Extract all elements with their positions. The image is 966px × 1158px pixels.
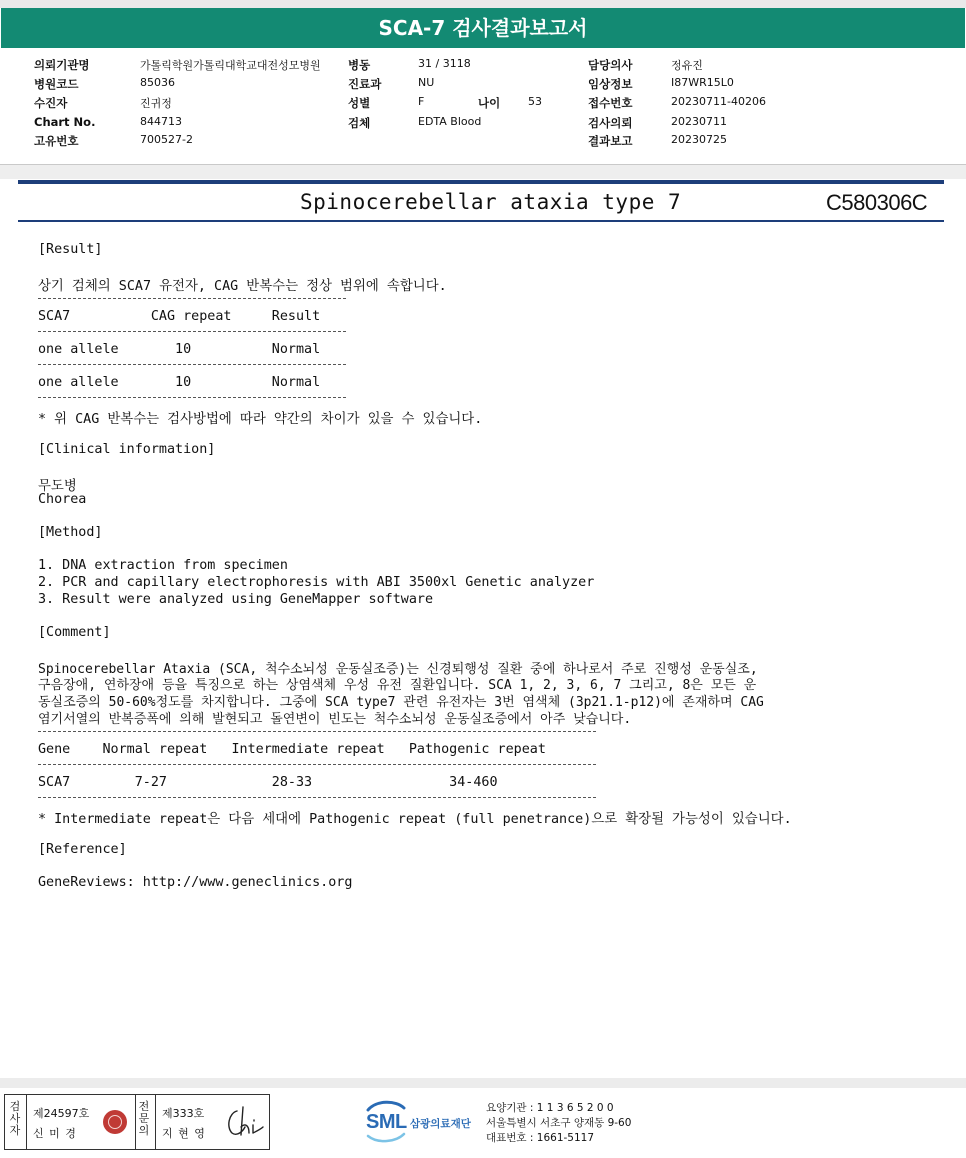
label-ward: 병동 [348, 58, 371, 72]
report-title: SCA-7 검사결과보고서 [1, 8, 965, 48]
label-unique-number: 고유번호 [34, 134, 79, 148]
vertical-char: 자 [9, 1124, 21, 1137]
info-line: 요양기관 : 1 1 3 6 5 2 0 0 [486, 1102, 614, 1114]
divider [38, 298, 346, 299]
method-step: 3. Result were analyzed using GeneMapper software [38, 592, 434, 607]
org-name: 삼광의료재단 [410, 1118, 471, 1130]
value-specimen: EDTA Blood [418, 115, 482, 128]
specialist-license-no: 제333호 [162, 1107, 205, 1120]
clinical-info-korean: 무도병 [38, 479, 77, 494]
inspector-vertical-label [8, 1101, 22, 1137]
signature-box [4, 1094, 270, 1150]
value-patient: 진귀정 [140, 97, 172, 110]
rule-top [18, 180, 944, 184]
label-request-date: 검사의뢰 [588, 116, 633, 130]
inspector-name: 신 미 경 [33, 1127, 77, 1140]
vertical-char: 사 [9, 1112, 21, 1125]
specialist-name: 지 현 영 [162, 1127, 206, 1140]
top-strip [0, 0, 966, 8]
section-heading-reference: [Reference] [38, 842, 127, 857]
vertical-char: 전 [138, 1100, 150, 1113]
value-sex: F [418, 95, 425, 108]
divider [38, 331, 346, 332]
label-department: 진료과 [348, 77, 382, 91]
label-chart-no: Chart No. [34, 115, 96, 129]
result-table-row: one allele 10 Normal [38, 342, 321, 357]
label-receipt-number: 접수번호 [588, 96, 633, 110]
label-clinical-info: 임상정보 [588, 77, 633, 91]
label-patient: 수진자 [34, 96, 68, 110]
specialist-signature [223, 1101, 265, 1141]
info-line: 대표번호 : 1661-5117 [486, 1132, 595, 1144]
vertical-char: 검 [9, 1100, 21, 1113]
divider [38, 764, 596, 765]
clinical-info-english: Chorea [38, 492, 87, 507]
value-clinical-info: I87WR15L0 [671, 76, 734, 89]
rule-bottom [18, 220, 944, 222]
repeat-table-row: SCA7 7-27 28-33 34-460 [38, 775, 498, 790]
divider [38, 364, 346, 365]
label-specimen: 검체 [348, 116, 371, 130]
divider [38, 731, 596, 732]
logo-text: SML [366, 1111, 407, 1133]
section-heading-clinical-info: [Clinical information] [38, 442, 216, 457]
value-department: NU [418, 76, 435, 89]
result-table-row: one allele 10 Normal [38, 375, 321, 390]
divider [135, 1095, 136, 1149]
repeat-table-header: Gene Normal repeat Intermediate repeat Pathogenic repeat [38, 742, 546, 757]
header-separator [0, 164, 966, 179]
organization-info [486, 1101, 631, 1146]
value-receipt-number: 20230711-40206 [671, 95, 766, 108]
method-step: 2. PCR and capillary electrophoresis with ABI 3500xl Genetic analyzer [38, 575, 595, 590]
comment-line: 염기서열의 반복증폭에 의해 발현되고 돌연변이 빈도는 척수소뇌성 운동실조증에서 아주 낮습니다. [38, 712, 632, 727]
section-heading-result: [Result] [38, 242, 103, 257]
comment-line: Spinocerebellar Ataxia (SCA, 척수소뇌성 운동실조증)는 신경퇴행성 질환 중에 하나로서 주로 진행성 운동실조, [38, 662, 758, 677]
label-sex: 성별 [348, 96, 371, 110]
value-age: 53 [528, 95, 542, 108]
value-report-date: 20230725 [671, 133, 727, 146]
label-hospital-code: 병원코드 [34, 77, 79, 91]
label-requesting-institution: 의뢰기관명 [34, 58, 90, 72]
header-info [0, 48, 966, 164]
result-footnote: * 위 CAG 반복수는 검사방법에 따라 약간의 차이가 있을 수 있습니다. [38, 412, 483, 427]
divider [155, 1095, 156, 1149]
info-line: 서울특별시 서초구 양재동 9-60 [486, 1117, 632, 1129]
section-heading-method: [Method] [38, 525, 103, 540]
divider [38, 797, 596, 798]
label-attending-doctor: 담당의사 [588, 58, 633, 72]
test-name: Spinocerebellar ataxia type 7 [300, 190, 682, 214]
repeat-footnote: * Intermediate repeat은 다음 세대에 Pathogenic repeat (full penetrance)으로 확장될 가능성이 있습니다. [38, 812, 792, 827]
label-age: 나이 [478, 96, 501, 110]
value-hospital-code: 85036 [140, 76, 175, 89]
result-summary: 상기 검체의 SCA7 유전자, CAG 반복수는 정상 범위에 속합니다. [38, 279, 447, 294]
divider [26, 1095, 27, 1149]
value-chart-no: 844713 [140, 115, 182, 128]
vertical-char: 의 [138, 1124, 150, 1137]
section-heading-comment: [Comment] [38, 625, 111, 640]
sml-logo [366, 1100, 476, 1144]
footer-strip [0, 1078, 966, 1088]
inspector-seal [103, 1110, 127, 1134]
divider [38, 397, 346, 398]
vertical-char: 문 [138, 1112, 150, 1125]
method-step: 1. DNA extraction from specimen [38, 558, 288, 573]
specialist-vertical-label [137, 1101, 151, 1137]
value-unique-number: 700527-2 [140, 133, 193, 146]
value-attending-doctor: 정유진 [671, 59, 703, 72]
value-ward: 31 / 3118 [418, 57, 471, 70]
inspector-license-no: 제24597호 [33, 1107, 90, 1120]
test-code: C580306C [826, 190, 928, 215]
comment-line: 동실조증의 50-60%정도를 차지합니다. 그중에 SCA type7 관련 유전자는 3번 염색체 (3p21.1-p12)에 존재하며 CAG [38, 695, 764, 710]
reference-link: GeneReviews: http://www.geneclinics.org [38, 875, 353, 890]
value-requesting-institution: 가톨릭학원가톨릭대학교대전성모병원 [140, 59, 321, 72]
label-report-date: 결과보고 [588, 134, 633, 148]
comment-line: 구음장애, 연하장애 등을 특징으로 하는 상염색체 우성 유전 질환입니다. SCA 1, 2, 3, 6, 7 그리고, 8은 모든 운 [38, 678, 757, 693]
value-request-date: 20230711 [671, 115, 727, 128]
result-table-header: SCA7 CAG repeat Result [38, 309, 321, 324]
